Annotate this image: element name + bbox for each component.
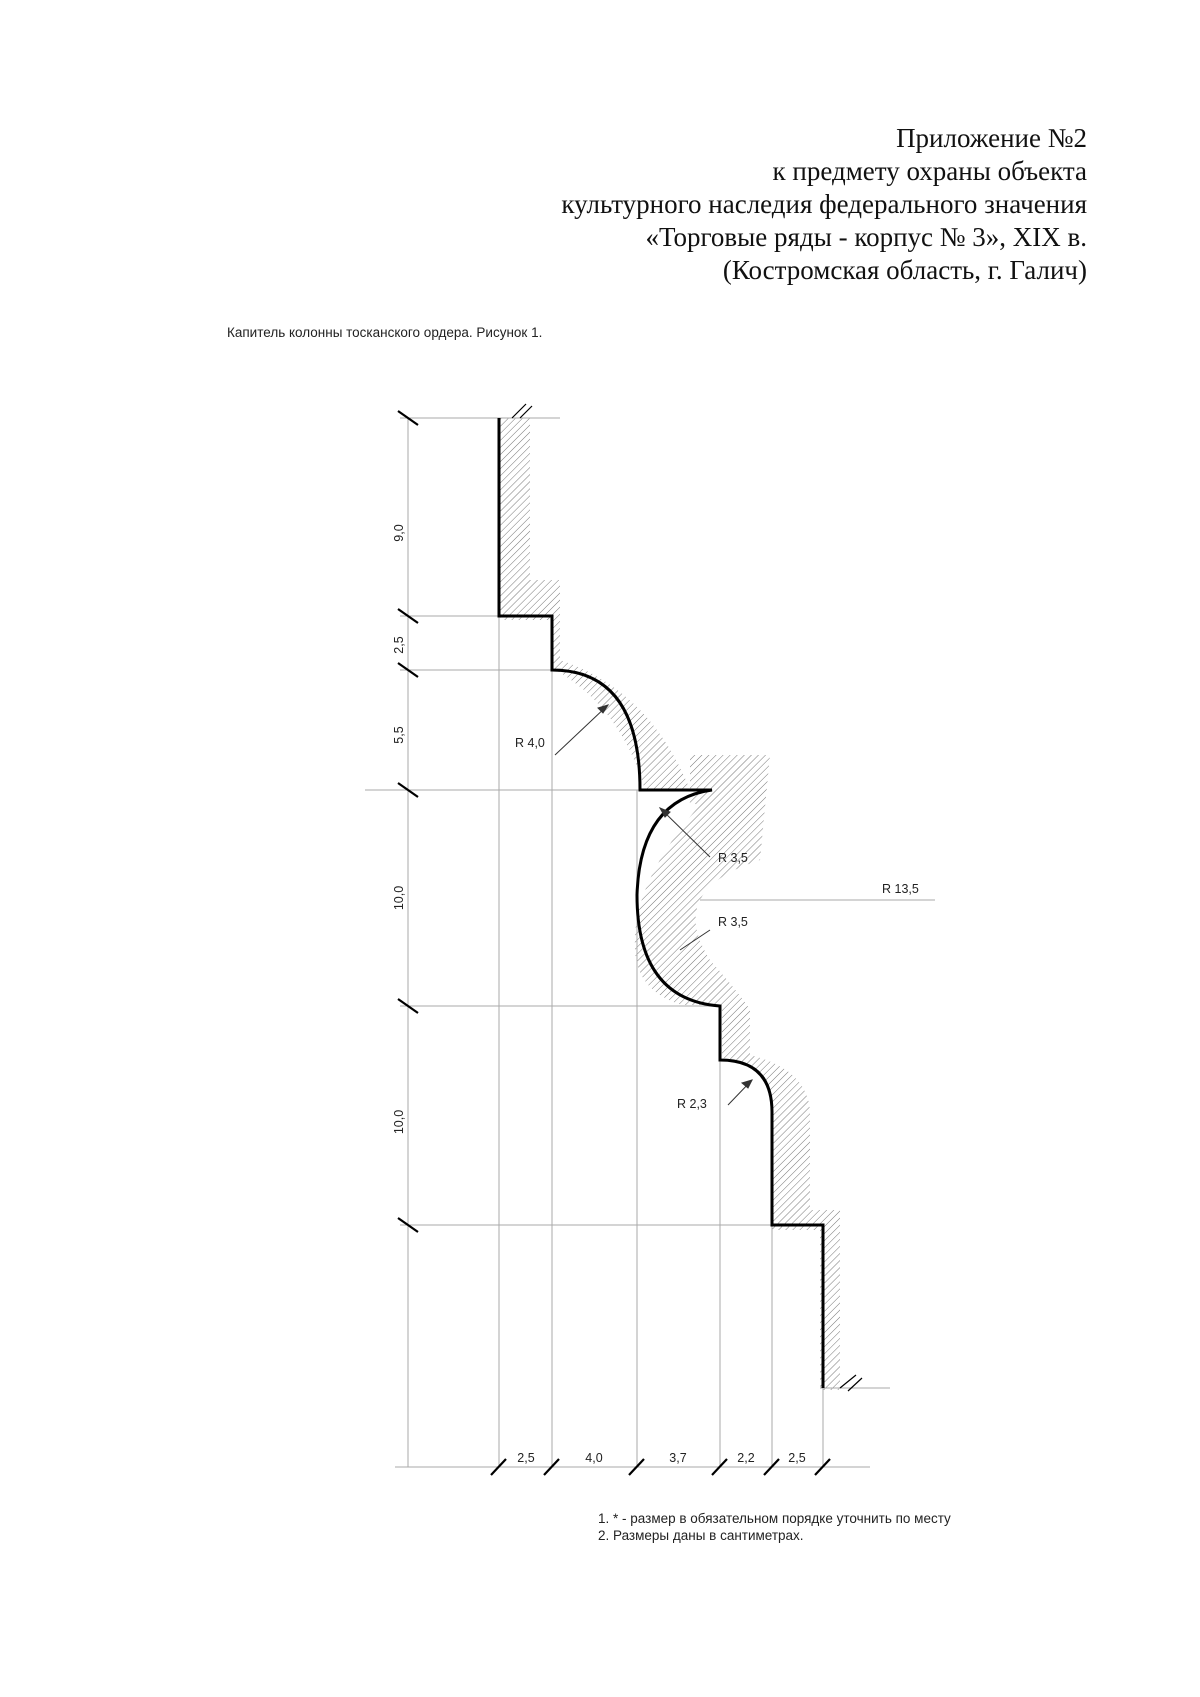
dim-label-height-10-0-upper: 10,0 xyxy=(392,885,406,911)
dim-label-width-2-5-b: 2,5 xyxy=(788,1451,806,1465)
note-1: 1. * - размер в обязательном порядке уточнить по месту xyxy=(598,1511,951,1526)
note-2: 2. Размеры даны в сантиметрах. xyxy=(598,1528,804,1543)
dim-label-width-2-5-a: 2,5 xyxy=(517,1451,535,1465)
figure-caption: Капитель колонны тосканского ордера. Рисунок 1. xyxy=(227,325,543,340)
radius-label-3-5-upper: R 3,5 xyxy=(718,851,748,865)
dim-label-height-10-0-lower: 10,0 xyxy=(392,1109,406,1135)
radius-label-3-5-lower: R 3,5 xyxy=(718,915,748,929)
header-line-2: к предмету охраны объекта xyxy=(772,156,1087,186)
radius-label-13-5: R 13,5 xyxy=(882,882,919,896)
radius-label-2-3: R 2,3 xyxy=(677,1097,707,1111)
dim-label-width-3-7: 3,7 xyxy=(669,1451,687,1465)
dim-label-height-5-5: 5,5 xyxy=(392,726,406,744)
dim-label-width-2-2: 2,2 xyxy=(737,1451,755,1465)
header-line-3: культурного наследия федерального значения xyxy=(561,189,1087,219)
header-line-4: «Торговые ряды - корпус № 3», XIX в. xyxy=(645,222,1087,252)
dim-label-height-2-5: 2,5 xyxy=(392,636,406,654)
dim-label-width-4-0: 4,0 xyxy=(585,1451,603,1465)
header-line-5: (Костромская область, г. Галич) xyxy=(722,255,1087,285)
notes-block xyxy=(598,1510,951,1544)
dim-label-height-9-0: 9,0 xyxy=(392,524,406,542)
header-line-1: Приложение №2 xyxy=(896,123,1087,153)
hatch-band xyxy=(500,418,840,1390)
radius-label-4-0: R 4,0 xyxy=(515,736,545,750)
